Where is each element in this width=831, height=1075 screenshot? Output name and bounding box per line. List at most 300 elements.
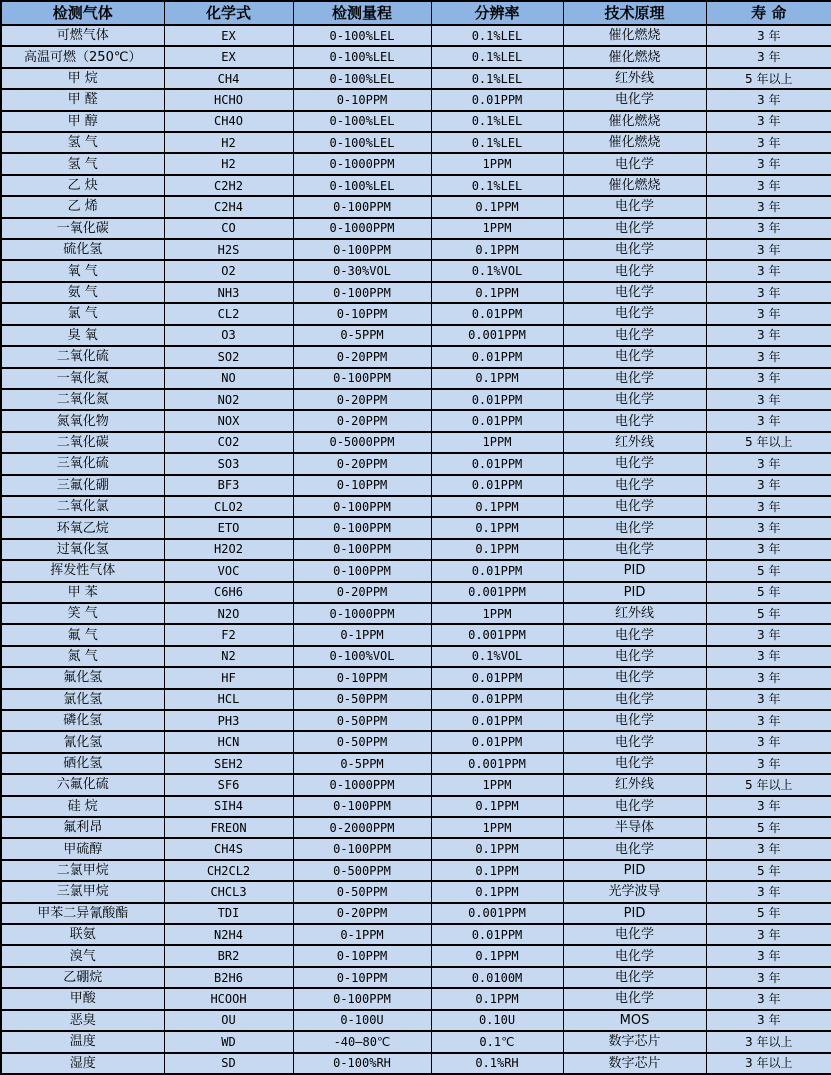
cell-principle: 电化学 [563,496,706,517]
cell-range: 0-100PPM [293,239,431,260]
cell-formula: NOX [164,410,293,431]
cell-resolution: 0.10U [431,1010,563,1031]
cell-principle: 光学波导 [563,881,706,902]
cell-formula: SEH2 [164,753,293,774]
cell-gas: 氮 气 [1,646,164,667]
cell-gas: 甲苯二异氰酸酯 [1,903,164,924]
cell-range: 0-10PPM [293,945,431,966]
cell-range: 0-5000PPM [293,432,431,453]
column-header-resolution: 分辨率 [431,1,563,25]
cell-lifespan: 3 年 [706,368,831,389]
cell-resolution: 0.1%VOL [431,646,563,667]
cell-resolution: 0.1℃ [431,1031,563,1052]
cell-range: 0-1000PPM [293,774,431,795]
cell-resolution: 0.1%LEL [431,46,563,67]
cell-principle: 电化学 [563,838,706,859]
cell-resolution: 0.01PPM [431,475,563,496]
cell-range: 0-100PPM [293,560,431,581]
cell-range: 0-20PPM [293,346,431,367]
cell-gas: 三氧化硫 [1,453,164,474]
cell-principle: 电化学 [563,410,706,431]
cell-resolution: 0.001PPM [431,903,563,924]
cell-range: 0-100U [293,1010,431,1031]
cell-resolution: 0.1%LEL [431,111,563,132]
cell-formula: SF6 [164,774,293,795]
table-row [1,132,831,153]
cell-gas: 乙 炔 [1,175,164,196]
cell-gas: 硫化氢 [1,239,164,260]
cell-range: 0-20PPM [293,389,431,410]
cell-gas: 氟化氢 [1,667,164,688]
cell-formula: CH2CL2 [164,860,293,881]
cell-lifespan: 3 年 [706,838,831,859]
cell-formula: H2 [164,132,293,153]
table-row [1,475,831,496]
cell-formula: SD [164,1053,293,1075]
cell-lifespan: 5 年 [706,560,831,581]
cell-gas: 氢 气 [1,153,164,174]
cell-gas: 环氧乙烷 [1,517,164,538]
cell-resolution: 0.1%VOL [431,260,563,281]
cell-lifespan: 3 年 [706,196,831,217]
cell-gas: 温度 [1,1031,164,1052]
column-header-formula: 化学式 [164,1,293,25]
cell-formula: SO2 [164,346,293,367]
cell-principle: MOS [563,1010,706,1031]
cell-principle: 电化学 [563,153,706,174]
column-header-lifespan: 寿 命 [706,1,831,25]
cell-formula: C6H6 [164,582,293,603]
cell-formula: OU [164,1010,293,1031]
cell-gas: 二氧化氮 [1,389,164,410]
table-row [1,753,831,774]
cell-gas: 氯化氢 [1,689,164,710]
cell-resolution: 0.01PPM [431,410,563,431]
cell-range: 0-50PPM [293,881,431,902]
cell-resolution: 0.01PPM [431,453,563,474]
cell-gas: 可燃气体 [1,25,164,46]
cell-resolution: 0.001PPM [431,325,563,346]
cell-range: 0-1PPM [293,924,431,945]
cell-resolution: 0.1PPM [431,282,563,303]
table-row [1,624,831,645]
cell-formula: NO [164,368,293,389]
cell-formula: N2O [164,603,293,624]
cell-formula: C2H4 [164,196,293,217]
cell-formula: H2 [164,153,293,174]
cell-resolution: 0.001PPM [431,753,563,774]
cell-range: 0-500PPM [293,860,431,881]
cell-principle: 电化学 [563,646,706,667]
cell-principle: 电化学 [563,945,706,966]
cell-resolution: 0.1PPM [431,196,563,217]
cell-gas: 六氟化硫 [1,774,164,795]
cell-lifespan: 3 年 [706,346,831,367]
table-row [1,175,831,196]
cell-range: 0-100%RH [293,1053,431,1075]
cell-range: 0-5PPM [293,325,431,346]
cell-gas: 笑 气 [1,603,164,624]
cell-lifespan: 3 年 [706,496,831,517]
table-row [1,453,831,474]
cell-principle: 电化学 [563,389,706,410]
table-row [1,68,831,89]
cell-principle: 电化学 [563,710,706,731]
cell-gas: 湿度 [1,1053,164,1075]
cell-resolution: 0.01PPM [431,303,563,324]
cell-formula: HCL [164,689,293,710]
cell-formula: ETO [164,517,293,538]
cell-lifespan: 5 年以上 [706,68,831,89]
cell-range: 0-100%LEL [293,111,431,132]
column-header-principle: 技术原理 [563,1,706,25]
cell-principle: 电化学 [563,325,706,346]
cell-resolution: 0.01PPM [431,689,563,710]
cell-principle: 电化学 [563,988,706,1009]
cell-gas: 联氨 [1,924,164,945]
table-row [1,667,831,688]
cell-principle: 数字芯片 [563,1053,706,1075]
cell-lifespan: 3 年 [706,1010,831,1031]
cell-gas: 甲酸 [1,988,164,1009]
cell-formula: CO [164,218,293,239]
table-row [1,646,831,667]
cell-principle: 电化学 [563,753,706,774]
cell-principle: PID [563,582,706,603]
cell-resolution: 0.0100M [431,967,563,988]
cell-lifespan: 3 年 [706,303,831,324]
table-row [1,539,831,560]
cell-lifespan: 3 年 [706,539,831,560]
column-header-gas: 检测气体 [1,1,164,25]
cell-resolution: 1PPM [431,774,563,795]
cell-lifespan: 3 年 [706,25,831,46]
table-row [1,239,831,260]
cell-formula: WD [164,1031,293,1052]
cell-principle: 电化学 [563,731,706,752]
cell-gas: 三氟化硼 [1,475,164,496]
cell-principle: 催化燃烧 [563,175,706,196]
cell-gas: 恶臭 [1,1010,164,1031]
cell-principle: 电化学 [563,196,706,217]
cell-range: 0-100PPM [293,282,431,303]
cell-formula: B2H6 [164,967,293,988]
cell-range: 0-100PPM [293,496,431,517]
cell-resolution: 1PPM [431,603,563,624]
table-row [1,111,831,132]
cell-range: 0-2000PPM [293,817,431,838]
cell-principle: 催化燃烧 [563,111,706,132]
cell-range: 0-20PPM [293,582,431,603]
cell-range: 0-20PPM [293,453,431,474]
table-row [1,410,831,431]
table-row [1,582,831,603]
cell-lifespan: 3 年 [706,753,831,774]
cell-range: 0-1PPM [293,624,431,645]
cell-gas: 臭 氧 [1,325,164,346]
cell-principle: 红外线 [563,68,706,89]
cell-resolution: 0.001PPM [431,624,563,645]
table-row [1,432,831,453]
cell-gas: 甲 醛 [1,89,164,110]
cell-principle: 电化学 [563,475,706,496]
cell-gas: 氮氧化物 [1,410,164,431]
cell-principle: 电化学 [563,539,706,560]
cell-resolution: 0.1%LEL [431,25,563,46]
cell-formula: CH4 [164,68,293,89]
cell-formula: F2 [164,624,293,645]
cell-range: 0-10PPM [293,475,431,496]
cell-principle: 电化学 [563,282,706,303]
table-row [1,46,831,67]
column-header-range: 检测量程 [293,1,431,25]
cell-principle: 红外线 [563,432,706,453]
cell-range: 0-1000PPM [293,153,431,174]
table-row [1,1053,831,1075]
cell-lifespan: 3 年 [706,988,831,1009]
cell-gas: 一氧化碳 [1,218,164,239]
cell-range: 0-20PPM [293,903,431,924]
table-row [1,89,831,110]
cell-lifespan: 3 年 [706,132,831,153]
cell-formula: SIH4 [164,796,293,817]
cell-range: 0-20PPM [293,410,431,431]
cell-range: 0-1000PPM [293,603,431,624]
cell-lifespan: 3 年 [706,282,831,303]
cell-principle: 电化学 [563,453,706,474]
cell-resolution: 0.1PPM [431,945,563,966]
cell-lifespan: 3 年 [706,710,831,731]
cell-range: 0-100PPM [293,517,431,538]
cell-principle: 数字芯片 [563,1031,706,1052]
cell-formula: H2O2 [164,539,293,560]
cell-principle: PID [563,903,706,924]
cell-lifespan: 3 年 [706,881,831,902]
cell-principle: 电化学 [563,89,706,110]
cell-formula: EX [164,25,293,46]
cell-resolution: 0.01PPM [431,89,563,110]
cell-gas: 三氯甲烷 [1,881,164,902]
cell-resolution: 1PPM [431,817,563,838]
cell-principle: 电化学 [563,624,706,645]
cell-resolution: 0.1%LEL [431,175,563,196]
cell-gas: 二氧化硫 [1,346,164,367]
cell-resolution: 0.1PPM [431,239,563,260]
cell-resolution: 0.01PPM [431,389,563,410]
cell-principle: 催化燃烧 [563,132,706,153]
cell-resolution: 0.01PPM [431,346,563,367]
cell-resolution: 0.01PPM [431,667,563,688]
cell-principle: 电化学 [563,303,706,324]
cell-resolution: 0.1PPM [431,796,563,817]
cell-principle: 电化学 [563,924,706,945]
cell-gas: 氯 气 [1,303,164,324]
cell-resolution: 0.1%LEL [431,132,563,153]
cell-range: 0-100%LEL [293,25,431,46]
spec-table-body [1,25,831,1074]
cell-resolution: 0.1PPM [431,496,563,517]
cell-lifespan: 3 年 [706,218,831,239]
cell-lifespan: 5 年 [706,903,831,924]
table-row [1,325,831,346]
cell-formula: O2 [164,260,293,281]
cell-gas: 挥发性气体 [1,560,164,581]
cell-principle: 电化学 [563,689,706,710]
cell-gas: 二氧化氯 [1,496,164,517]
cell-gas: 乙硼烷 [1,967,164,988]
cell-formula: PH3 [164,710,293,731]
cell-lifespan: 3 年 [706,46,831,67]
header-row [1,1,831,25]
table-row [1,924,831,945]
cell-lifespan: 5 年 [706,817,831,838]
cell-principle: 电化学 [563,667,706,688]
cell-resolution: 0.1PPM [431,838,563,859]
cell-gas: 氧 气 [1,260,164,281]
table-row [1,368,831,389]
cell-principle: 红外线 [563,774,706,795]
cell-formula: BR2 [164,945,293,966]
cell-gas: 甲 苯 [1,582,164,603]
cell-principle: 半导体 [563,817,706,838]
cell-lifespan: 5 年以上 [706,774,831,795]
cell-formula: N2H4 [164,924,293,945]
cell-formula: CH4S [164,838,293,859]
cell-formula: SO3 [164,453,293,474]
cell-formula: EX [164,46,293,67]
cell-lifespan: 3 年 [706,260,831,281]
table-row [1,903,831,924]
cell-gas: 一氧化氮 [1,368,164,389]
table-row [1,560,831,581]
cell-gas: 二氧化碳 [1,432,164,453]
table-row [1,796,831,817]
cell-gas: 乙 烯 [1,196,164,217]
cell-range: 0-100PPM [293,196,431,217]
cell-lifespan: 5 年 [706,860,831,881]
cell-resolution: 0.01PPM [431,731,563,752]
cell-formula: BF3 [164,475,293,496]
cell-lifespan: 3 年 [706,111,831,132]
cell-lifespan: 3 年 [706,796,831,817]
table-row [1,496,831,517]
table-row [1,282,831,303]
cell-principle: 红外线 [563,603,706,624]
cell-range: 0-50PPM [293,689,431,710]
cell-resolution: 0.1PPM [431,517,563,538]
cell-formula: TDI [164,903,293,924]
cell-lifespan: 3 年 [706,689,831,710]
table-row [1,153,831,174]
cell-formula: N2 [164,646,293,667]
cell-gas: 溴气 [1,945,164,966]
cell-lifespan: 5 年 [706,582,831,603]
cell-lifespan: 3 年 [706,924,831,945]
cell-formula: HCN [164,731,293,752]
cell-lifespan: 3 年以上 [706,1053,831,1075]
cell-lifespan: 3 年 [706,967,831,988]
cell-range: 0-100%VOL [293,646,431,667]
table-row [1,860,831,881]
cell-lifespan: 3 年 [706,646,831,667]
cell-range: 0-10PPM [293,303,431,324]
cell-principle: 电化学 [563,967,706,988]
cell-principle: 电化学 [563,368,706,389]
cell-principle: 电化学 [563,260,706,281]
cell-formula: NH3 [164,282,293,303]
cell-resolution: 0.01PPM [431,710,563,731]
cell-range: 0-100PPM [293,539,431,560]
cell-principle: 电化学 [563,239,706,260]
cell-gas: 甲 烷 [1,68,164,89]
cell-principle: 电化学 [563,346,706,367]
cell-resolution: 0.1PPM [431,881,563,902]
cell-gas: 硅 烷 [1,796,164,817]
table-row [1,731,831,752]
table-row [1,774,831,795]
cell-lifespan: 3 年 [706,624,831,645]
cell-lifespan: 3 年 [706,175,831,196]
cell-gas: 氢 气 [1,132,164,153]
table-row [1,817,831,838]
cell-lifespan: 3 年 [706,410,831,431]
table-row [1,710,831,731]
cell-range: 0-30%VOL [293,260,431,281]
cell-gas: 氰化氢 [1,731,164,752]
cell-range: 0-100PPM [293,988,431,1009]
cell-resolution: 0.1PPM [431,539,563,560]
cell-formula: FREON [164,817,293,838]
cell-lifespan: 3 年 [706,325,831,346]
cell-principle: 电化学 [563,517,706,538]
cell-range: 0-10PPM [293,967,431,988]
cell-formula: HF [164,667,293,688]
cell-formula: CLO2 [164,496,293,517]
table-row [1,260,831,281]
cell-lifespan: 5 年 [706,603,831,624]
table-row [1,196,831,217]
cell-principle: 电化学 [563,218,706,239]
cell-lifespan: 3 年 [706,945,831,966]
cell-resolution: 1PPM [431,432,563,453]
cell-range: 0-100%LEL [293,175,431,196]
table-row [1,945,831,966]
cell-principle: PID [563,860,706,881]
cell-resolution: 0.01PPM [431,560,563,581]
cell-principle: 催化燃烧 [563,25,706,46]
cell-range: 0-100PPM [293,838,431,859]
cell-gas: 硒化氢 [1,753,164,774]
cell-lifespan: 3 年 [706,153,831,174]
cell-formula: HCOOH [164,988,293,1009]
table-row [1,689,831,710]
cell-resolution: 0.1%LEL [431,68,563,89]
cell-formula: CL2 [164,303,293,324]
cell-resolution: 0.1PPM [431,988,563,1009]
cell-gas: 甲硫醇 [1,838,164,859]
cell-formula: NO2 [164,389,293,410]
cell-formula: C2H2 [164,175,293,196]
cell-range: -40—80℃ [293,1031,431,1052]
table-row [1,838,831,859]
cell-lifespan: 3 年 [706,89,831,110]
cell-resolution: 0.001PPM [431,582,563,603]
cell-formula: VOC [164,560,293,581]
cell-range: 0-5PPM [293,753,431,774]
cell-lifespan: 3 年以上 [706,1031,831,1052]
cell-gas: 二氯甲烷 [1,860,164,881]
cell-lifespan: 3 年 [706,517,831,538]
